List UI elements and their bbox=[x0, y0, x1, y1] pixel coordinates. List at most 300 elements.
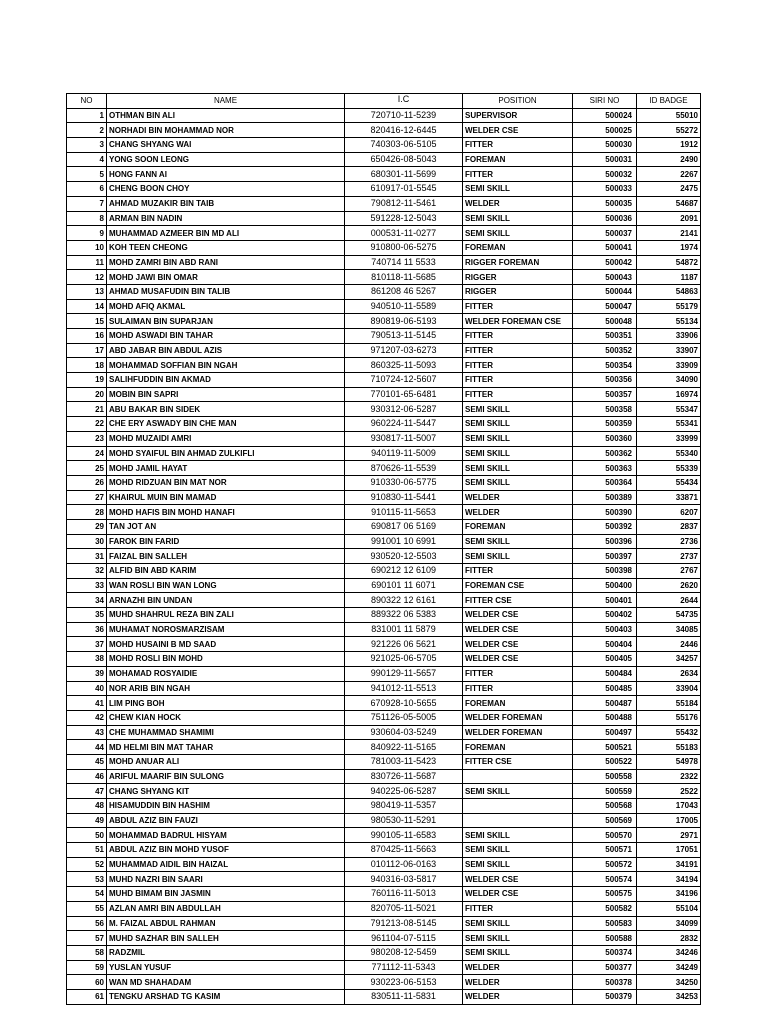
cell-position: FITTER bbox=[463, 387, 573, 402]
table-row bbox=[67, 989, 701, 1004]
cell-position: SEMI SKILL bbox=[463, 431, 573, 446]
cell-no: 57 bbox=[67, 931, 107, 946]
table-row bbox=[67, 505, 701, 520]
table-row bbox=[67, 549, 701, 564]
cell-ic: 910830-11-5441 bbox=[345, 490, 463, 505]
cell-name: TAN JOT AN bbox=[107, 519, 345, 534]
cell-siri-no: 500363 bbox=[573, 461, 637, 476]
cell-position: FOREMAN bbox=[463, 240, 573, 255]
table-row bbox=[67, 358, 701, 373]
cell-siri-no: 500401 bbox=[573, 593, 637, 608]
cell-no: 37 bbox=[67, 637, 107, 652]
cell-position: SEMI SKILL bbox=[463, 417, 573, 432]
table-row bbox=[67, 329, 701, 344]
cell-no: 34 bbox=[67, 593, 107, 608]
cell-no: 5 bbox=[67, 167, 107, 182]
table-row bbox=[67, 167, 701, 182]
table-row bbox=[67, 725, 701, 740]
cell-name: AHMAD MUZAKIR BIN TAIB bbox=[107, 196, 345, 211]
cell-name: ABDUL AZIZ BIN FAUZI bbox=[107, 813, 345, 828]
cell-id-badge: 1187 bbox=[637, 270, 701, 285]
cell-ic: 831001 11 5879 bbox=[345, 622, 463, 637]
cell-name: MD HELMI BIN MAT TAHAR bbox=[107, 740, 345, 755]
cell-no: 48 bbox=[67, 799, 107, 814]
cell-position: FITTER CSE bbox=[463, 754, 573, 769]
cell-id-badge: 34085 bbox=[637, 622, 701, 637]
header-ic: I.C bbox=[345, 94, 463, 109]
cell-name: MUHAMMAD AZMEER BIN MD ALI bbox=[107, 226, 345, 241]
cell-ic: 940316-03-5817 bbox=[345, 872, 463, 887]
cell-id-badge: 55272 bbox=[637, 123, 701, 138]
table-row bbox=[67, 240, 701, 255]
cell-name: CHANG SHYANG KIT bbox=[107, 784, 345, 799]
cell-ic: 810118-11-5685 bbox=[345, 270, 463, 285]
cell-no: 10 bbox=[67, 240, 107, 255]
cell-id-badge: 34257 bbox=[637, 652, 701, 667]
cell-position: WELDER CSE bbox=[463, 872, 573, 887]
cell-ic: 921226 06 5621 bbox=[345, 637, 463, 652]
cell-ic: 940225-06-5287 bbox=[345, 784, 463, 799]
cell-name: MOHD HAFIS BIN MOHD HANAFI bbox=[107, 505, 345, 520]
cell-id-badge: 2522 bbox=[637, 784, 701, 799]
cell-no: 36 bbox=[67, 622, 107, 637]
cell-ic: 930223-06-5153 bbox=[345, 975, 463, 990]
cell-position: SEMI SKILL bbox=[463, 226, 573, 241]
cell-id-badge: 1974 bbox=[637, 240, 701, 255]
cell-siri-no: 500362 bbox=[573, 446, 637, 461]
cell-name: MOHD SYAIFUL BIN AHMAD ZULKIFLI bbox=[107, 446, 345, 461]
table-row bbox=[67, 608, 701, 623]
cell-no: 15 bbox=[67, 314, 107, 329]
cell-no: 13 bbox=[67, 284, 107, 299]
cell-ic: 771112-11-5343 bbox=[345, 960, 463, 975]
cell-name: MOHD HUSAINI B MD SAAD bbox=[107, 637, 345, 652]
cell-no: 40 bbox=[67, 681, 107, 696]
cell-no: 27 bbox=[67, 490, 107, 505]
cell-siri-no: 500568 bbox=[573, 799, 637, 814]
cell-siri-no: 500377 bbox=[573, 960, 637, 975]
cell-position: WELDER CSE bbox=[463, 608, 573, 623]
cell-no: 41 bbox=[67, 696, 107, 711]
cell-name: M. FAIZAL ABDUL RAHMAN bbox=[107, 916, 345, 931]
cell-name: TENGKU ARSHAD TG KASIM bbox=[107, 989, 345, 1004]
header-position: POSITION bbox=[463, 94, 573, 109]
cell-id-badge: 2620 bbox=[637, 578, 701, 593]
cell-siri-no: 500035 bbox=[573, 196, 637, 211]
employee-table bbox=[66, 93, 701, 1005]
cell-siri-no: 500404 bbox=[573, 637, 637, 652]
cell-ic: 940510-11-5589 bbox=[345, 299, 463, 314]
cell-name: CHE ERY ASWADY BIN CHE MAN bbox=[107, 417, 345, 432]
table-row bbox=[67, 931, 701, 946]
cell-position: WELDER CSE bbox=[463, 622, 573, 637]
cell-ic: 770101-65-6481 bbox=[345, 387, 463, 402]
cell-id-badge: 55434 bbox=[637, 475, 701, 490]
cell-ic: 781003-11-5423 bbox=[345, 754, 463, 769]
cell-name: MOHD ZAMRI BIN ABD RANI bbox=[107, 255, 345, 270]
cell-no: 39 bbox=[67, 666, 107, 681]
cell-id-badge: 34246 bbox=[637, 945, 701, 960]
table-row bbox=[67, 461, 701, 476]
cell-position bbox=[463, 813, 573, 828]
cell-siri-no: 500357 bbox=[573, 387, 637, 402]
cell-id-badge: 54863 bbox=[637, 284, 701, 299]
cell-position bbox=[463, 769, 573, 784]
table-row bbox=[67, 696, 701, 711]
cell-siri-no: 500570 bbox=[573, 828, 637, 843]
cell-name: MOHD ASWADI BIN TAHAR bbox=[107, 329, 345, 344]
cell-name: ARNAZHI BIN UNDAN bbox=[107, 593, 345, 608]
cell-id-badge: 55341 bbox=[637, 417, 701, 432]
cell-id-badge: 2737 bbox=[637, 549, 701, 564]
cell-siri-no: 500041 bbox=[573, 240, 637, 255]
cell-siri-no: 500488 bbox=[573, 710, 637, 725]
cell-name: YUSLAN YUSUF bbox=[107, 960, 345, 975]
cell-name: KHAIRUL MUIN BIN MAMAD bbox=[107, 490, 345, 505]
cell-siri-no: 500374 bbox=[573, 945, 637, 960]
table-row bbox=[67, 314, 701, 329]
cell-position: FOREMAN bbox=[463, 519, 573, 534]
cell-position: FITTER bbox=[463, 167, 573, 182]
table-row bbox=[67, 431, 701, 446]
cell-no: 51 bbox=[67, 843, 107, 858]
cell-siri-no: 500048 bbox=[573, 314, 637, 329]
cell-name: MOHD MUZAIDI AMRI bbox=[107, 431, 345, 446]
table-row bbox=[67, 637, 701, 652]
cell-position: WELDER CSE bbox=[463, 123, 573, 138]
cell-siri-no: 500583 bbox=[573, 916, 637, 931]
cell-no: 9 bbox=[67, 226, 107, 241]
cell-ic: 861208 46 5267 bbox=[345, 284, 463, 299]
cell-position: SUPERVISOR bbox=[463, 108, 573, 123]
table-row bbox=[67, 211, 701, 226]
cell-siri-no: 500032 bbox=[573, 167, 637, 182]
cell-ic: 820416-12-6445 bbox=[345, 123, 463, 138]
cell-siri-no: 500522 bbox=[573, 754, 637, 769]
cell-siri-no: 500044 bbox=[573, 284, 637, 299]
cell-ic: 930604-03-5249 bbox=[345, 725, 463, 740]
cell-name: MUHD BIMAM BIN JASMIN bbox=[107, 887, 345, 902]
cell-siri-no: 500405 bbox=[573, 652, 637, 667]
cell-ic: 751126-05-5005 bbox=[345, 710, 463, 725]
cell-name: SULAIMAN BIN SUPARJAN bbox=[107, 314, 345, 329]
cell-no: 6 bbox=[67, 182, 107, 197]
table-row bbox=[67, 887, 701, 902]
cell-name: MOBIN BIN SAPRI bbox=[107, 387, 345, 402]
cell-name: NOR ARIB BIN NGAH bbox=[107, 681, 345, 696]
cell-name: FAIZAL BIN SALLEH bbox=[107, 549, 345, 564]
cell-position: SEMI SKILL bbox=[463, 182, 573, 197]
cell-id-badge: 54978 bbox=[637, 754, 701, 769]
cell-siri-no: 500392 bbox=[573, 519, 637, 534]
cell-siri-no: 500485 bbox=[573, 681, 637, 696]
cell-id-badge: 55104 bbox=[637, 901, 701, 916]
cell-id-badge: 34250 bbox=[637, 975, 701, 990]
cell-ic: 930520-12-5503 bbox=[345, 549, 463, 564]
cell-no: 30 bbox=[67, 534, 107, 549]
cell-name: CHE MUHAMMAD SHAMIMI bbox=[107, 725, 345, 740]
header-no: NO bbox=[67, 94, 107, 109]
cell-id-badge: 2141 bbox=[637, 226, 701, 241]
cell-id-badge: 17005 bbox=[637, 813, 701, 828]
cell-no: 44 bbox=[67, 740, 107, 755]
cell-no: 42 bbox=[67, 710, 107, 725]
cell-position: SEMI SKILL bbox=[463, 843, 573, 858]
table-row bbox=[67, 152, 701, 167]
cell-name: MUHD SHAHRUL REZA BIN ZALI bbox=[107, 608, 345, 623]
cell-id-badge: 34194 bbox=[637, 872, 701, 887]
cell-position: SEMI SKILL bbox=[463, 461, 573, 476]
cell-position: FITTER bbox=[463, 299, 573, 314]
table-row bbox=[67, 270, 701, 285]
cell-name: MOHD ANUAR ALI bbox=[107, 754, 345, 769]
cell-position: RIGGER bbox=[463, 284, 573, 299]
cell-ic: 791213-08-5145 bbox=[345, 916, 463, 931]
cell-siri-no: 500358 bbox=[573, 402, 637, 417]
header-id-badge: ID BADGE bbox=[637, 94, 701, 109]
cell-siri-no: 500575 bbox=[573, 887, 637, 902]
cell-position: FOREMAN bbox=[463, 740, 573, 755]
cell-ic: 690101 11 6071 bbox=[345, 578, 463, 593]
cell-name: MUHAMMAD AIDIL BIN HAIZAL bbox=[107, 857, 345, 872]
cell-ic: 890819-06-5193 bbox=[345, 314, 463, 329]
cell-id-badge: 17051 bbox=[637, 843, 701, 858]
cell-position: WELDER CSE bbox=[463, 652, 573, 667]
cell-id-badge: 33904 bbox=[637, 681, 701, 696]
table-row bbox=[67, 593, 701, 608]
table-row bbox=[67, 960, 701, 975]
cell-name: MOHAMMAD BADRUL HISYAM bbox=[107, 828, 345, 843]
cell-position: FITTER bbox=[463, 681, 573, 696]
cell-id-badge: 2634 bbox=[637, 666, 701, 681]
cell-siri-no: 500047 bbox=[573, 299, 637, 314]
cell-name: CHEW KIAN HOCK bbox=[107, 710, 345, 725]
table-row bbox=[67, 138, 701, 153]
cell-position: WELDER FOREMAN bbox=[463, 710, 573, 725]
cell-position: WELDER bbox=[463, 490, 573, 505]
cell-ic: 960224-11-5447 bbox=[345, 417, 463, 432]
cell-ic: 961104-07-5115 bbox=[345, 931, 463, 946]
cell-position: FOREMAN bbox=[463, 152, 573, 167]
cell-no: 32 bbox=[67, 564, 107, 579]
cell-ic: 000531-11-0277 bbox=[345, 226, 463, 241]
cell-id-badge: 6207 bbox=[637, 505, 701, 520]
cell-name: YONG SOON LEONG bbox=[107, 152, 345, 167]
cell-no: 55 bbox=[67, 901, 107, 916]
cell-name: HONG FANN AI bbox=[107, 167, 345, 182]
header-name: NAME bbox=[107, 94, 345, 109]
cell-name: ALFID BIN ABD KARIM bbox=[107, 564, 345, 579]
cell-siri-no: 500572 bbox=[573, 857, 637, 872]
cell-position: FITTER bbox=[463, 329, 573, 344]
cell-name: KOH TEEN CHEONG bbox=[107, 240, 345, 255]
cell-position: WELDER bbox=[463, 505, 573, 520]
cell-id-badge: 34191 bbox=[637, 857, 701, 872]
cell-name: ARMAN BIN NADIN bbox=[107, 211, 345, 226]
cell-ic: 650426-08-5043 bbox=[345, 152, 463, 167]
cell-no: 43 bbox=[67, 725, 107, 740]
cell-ic: 971207-03-6273 bbox=[345, 343, 463, 358]
cell-ic: 870626-11-5539 bbox=[345, 461, 463, 476]
cell-ic: 870425-11-5663 bbox=[345, 843, 463, 858]
cell-id-badge: 16974 bbox=[637, 387, 701, 402]
cell-name: ABU BAKAR BIN SIDEK bbox=[107, 402, 345, 417]
cell-siri-no: 500359 bbox=[573, 417, 637, 432]
cell-no: 52 bbox=[67, 857, 107, 872]
cell-ic: 990105-11-6583 bbox=[345, 828, 463, 843]
table-row bbox=[67, 901, 701, 916]
table-row bbox=[67, 857, 701, 872]
cell-position: WELDER CSE bbox=[463, 887, 573, 902]
cell-siri-no: 500378 bbox=[573, 975, 637, 990]
cell-no: 2 bbox=[67, 123, 107, 138]
cell-ic: 010112-06-0163 bbox=[345, 857, 463, 872]
cell-position: FITTER bbox=[463, 343, 573, 358]
cell-name: MUHD NAZRI BIN SAARI bbox=[107, 872, 345, 887]
cell-no: 61 bbox=[67, 989, 107, 1004]
cell-ic: 930312-06-5287 bbox=[345, 402, 463, 417]
cell-id-badge: 2767 bbox=[637, 564, 701, 579]
table-row bbox=[67, 872, 701, 887]
cell-no: 24 bbox=[67, 446, 107, 461]
table-row bbox=[67, 740, 701, 755]
table-row bbox=[67, 666, 701, 681]
cell-siri-no: 500356 bbox=[573, 373, 637, 388]
table-row bbox=[67, 975, 701, 990]
cell-siri-no: 500043 bbox=[573, 270, 637, 285]
cell-no: 58 bbox=[67, 945, 107, 960]
table-row bbox=[67, 754, 701, 769]
cell-id-badge: 54735 bbox=[637, 608, 701, 623]
cell-id-badge: 2837 bbox=[637, 519, 701, 534]
table-row bbox=[67, 490, 701, 505]
cell-siri-no: 500397 bbox=[573, 549, 637, 564]
cell-no: 7 bbox=[67, 196, 107, 211]
table-row bbox=[67, 534, 701, 549]
cell-ic: 990129-11-5657 bbox=[345, 666, 463, 681]
cell-ic: 980530-11-5291 bbox=[345, 813, 463, 828]
cell-no: 1 bbox=[67, 108, 107, 123]
cell-position: WELDER bbox=[463, 960, 573, 975]
cell-ic: 610917-01-5545 bbox=[345, 182, 463, 197]
cell-ic: 991001 10 6991 bbox=[345, 534, 463, 549]
table-row bbox=[67, 843, 701, 858]
cell-id-badge: 55176 bbox=[637, 710, 701, 725]
cell-name: HISAMUDDIN BIN HASHIM bbox=[107, 799, 345, 814]
cell-position: FITTER bbox=[463, 564, 573, 579]
cell-position: FITTER bbox=[463, 901, 573, 916]
cell-name: NORHADI BIN MOHAMMAD NOR bbox=[107, 123, 345, 138]
cell-name: MOHD AFIQ AKMAL bbox=[107, 299, 345, 314]
cell-position: SEMI SKILL bbox=[463, 931, 573, 946]
cell-name: ABD JABAR BIN ABDUL AZIS bbox=[107, 343, 345, 358]
cell-id-badge: 17043 bbox=[637, 799, 701, 814]
cell-siri-no: 500024 bbox=[573, 108, 637, 123]
cell-ic: 890322 12 6161 bbox=[345, 593, 463, 608]
cell-siri-no: 500360 bbox=[573, 431, 637, 446]
table-row bbox=[67, 387, 701, 402]
cell-id-badge: 2446 bbox=[637, 637, 701, 652]
cell-ic: 910800-06-5275 bbox=[345, 240, 463, 255]
cell-name: AZLAN AMRI BIN ABDULLAH bbox=[107, 901, 345, 916]
cell-position: WELDER FOREMAN bbox=[463, 725, 573, 740]
cell-name: WAN MD SHAHADAM bbox=[107, 975, 345, 990]
cell-id-badge: 34099 bbox=[637, 916, 701, 931]
table-row bbox=[67, 519, 701, 534]
cell-siri-no: 500559 bbox=[573, 784, 637, 799]
cell-no: 60 bbox=[67, 975, 107, 990]
table-row bbox=[67, 226, 701, 241]
cell-ic: 830726-11-5687 bbox=[345, 769, 463, 784]
cell-no: 8 bbox=[67, 211, 107, 226]
cell-ic: 690212 12 6109 bbox=[345, 564, 463, 579]
cell-position: RIGGER bbox=[463, 270, 573, 285]
cell-ic: 921025-06-5705 bbox=[345, 652, 463, 667]
cell-siri-no: 500354 bbox=[573, 358, 637, 373]
cell-id-badge: 2971 bbox=[637, 828, 701, 843]
cell-siri-no: 500558 bbox=[573, 769, 637, 784]
cell-siri-no: 500403 bbox=[573, 622, 637, 637]
cell-no: 21 bbox=[67, 402, 107, 417]
cell-name: MOHD JAMIL HAYAT bbox=[107, 461, 345, 476]
cell-ic: 980208-12-5459 bbox=[345, 945, 463, 960]
cell-ic: 910115-11-5653 bbox=[345, 505, 463, 520]
cell-ic: 740303-06-5105 bbox=[345, 138, 463, 153]
cell-ic: 670928-10-5655 bbox=[345, 696, 463, 711]
table-row bbox=[67, 828, 701, 843]
table-row bbox=[67, 446, 701, 461]
cell-siri-no: 500036 bbox=[573, 211, 637, 226]
cell-position: SEMI SKILL bbox=[463, 402, 573, 417]
cell-siri-no: 500379 bbox=[573, 989, 637, 1004]
cell-id-badge: 55183 bbox=[637, 740, 701, 755]
cell-no: 4 bbox=[67, 152, 107, 167]
cell-position: FITTER bbox=[463, 358, 573, 373]
cell-position: SEMI SKILL bbox=[463, 446, 573, 461]
cell-siri-no: 500396 bbox=[573, 534, 637, 549]
cell-position: SEMI SKILL bbox=[463, 784, 573, 799]
cell-siri-no: 500574 bbox=[573, 872, 637, 887]
cell-no: 16 bbox=[67, 329, 107, 344]
cell-no: 22 bbox=[67, 417, 107, 432]
cell-position: FITTER bbox=[463, 138, 573, 153]
cell-name: MUHD SAZHAR BIN SALLEH bbox=[107, 931, 345, 946]
cell-ic: 760116-11-5013 bbox=[345, 887, 463, 902]
cell-siri-no: 500521 bbox=[573, 740, 637, 755]
cell-name: SALIHFUDDIN BIN AKMAD bbox=[107, 373, 345, 388]
cell-id-badge: 55184 bbox=[637, 696, 701, 711]
cell-siri-no: 500390 bbox=[573, 505, 637, 520]
cell-name: WAN ROSLI BIN WAN LONG bbox=[107, 578, 345, 593]
cell-no: 29 bbox=[67, 519, 107, 534]
cell-no: 45 bbox=[67, 754, 107, 769]
cell-no: 31 bbox=[67, 549, 107, 564]
cell-siri-no: 500484 bbox=[573, 666, 637, 681]
table-row bbox=[67, 710, 701, 725]
cell-id-badge: 33907 bbox=[637, 343, 701, 358]
header-siri-no: SIRI NO bbox=[573, 94, 637, 109]
cell-id-badge: 55179 bbox=[637, 299, 701, 314]
cell-position: FITTER bbox=[463, 373, 573, 388]
cell-position: RIGGER FOREMAN bbox=[463, 255, 573, 270]
cell-id-badge: 55339 bbox=[637, 461, 701, 476]
cell-position: FITTER bbox=[463, 666, 573, 681]
cell-ic: 830511-11-5831 bbox=[345, 989, 463, 1004]
cell-siri-no: 500364 bbox=[573, 475, 637, 490]
cell-id-badge: 2736 bbox=[637, 534, 701, 549]
cell-no: 11 bbox=[67, 255, 107, 270]
cell-ic: 680301-11-5699 bbox=[345, 167, 463, 182]
